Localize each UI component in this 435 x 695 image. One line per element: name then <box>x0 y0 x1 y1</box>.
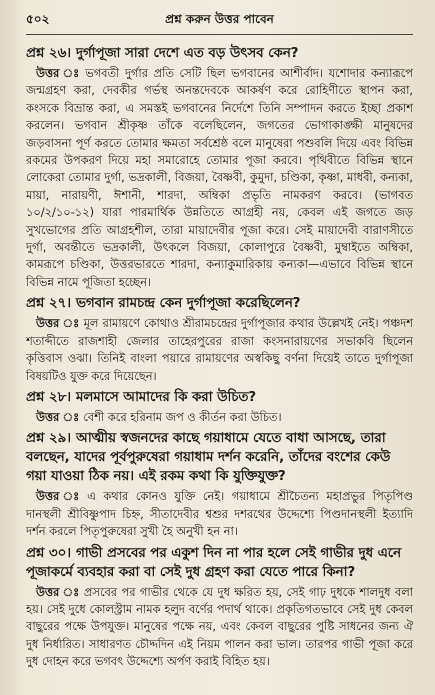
question <box>26 388 413 407</box>
question-text: গাভী প্রসবের পর একুশ দিন না পার হলে সেই গাভীর দুধ এনে পূজাকর্মে ব্যবহার করা বা সেই দুধ গ্রহণ করা যেতে পারে কিনা? <box>26 545 402 580</box>
question <box>26 429 413 486</box>
answer <box>26 65 413 291</box>
answer-label: উত্তর ঃ <box>36 66 82 80</box>
answer-text: মূল রামায়ণে কোথাও শ্রীরামচন্দ্রের দুর্গাপূজার কথার উল্লেখই নেই। পঞ্চদশ শতাব্দীতে রাজশাহী জেলার তাহেরপুরের রাজা কংসনারায়ণের সভাকবি ছিলেন কৃত্তিবাস ওঝা। তিনিই বাংলা পয়ারে রামায়ণের অস্বকিছু বর্ণনা দিয়েই তাতে দুর্গাপূজা বিষয়টিও যুক্ত করে দিয়েছেন। <box>26 316 413 383</box>
qa-block-28 <box>26 388 413 426</box>
question-text: ভগবান রামচন্দ্র কেন দুর্গাপূজা করেছিলেন? <box>75 296 301 312</box>
question-label: প্রশ্ন ২৯। <box>26 431 71 447</box>
answer-text: বেশী করে হরিনাম জপ ও কীর্তন করা উচিত। <box>83 409 282 424</box>
answer <box>26 488 413 540</box>
question-label: প্রশ্ন ২৬। <box>26 46 71 61</box>
header-rule <box>26 34 413 35</box>
question <box>26 294 413 313</box>
answer <box>26 409 413 426</box>
question-text: আত্মীয় স্বজনদের কাছে গয়াধামে যেতে বাধা আসছে, তারা বলছেন, যাদের পূর্বপুরুষেরা গয়াধাম দর্শন করেনি, তাঁদের বংশের কেউ গয়া যাওয়া ঠিক নয়। এই রকম কথা কি যুক্তিযুক্ত? <box>26 431 391 485</box>
question-text: দুর্গাপূজা সারা দেশে এত বড় উৎসব কেন? <box>75 46 299 61</box>
question-text: মলমাসে আমাদের কি করা উচিত? <box>75 389 257 405</box>
answer-text: এ কথার কোনও যুক্তি নেই। গয়াধামে শ্রীচৈতন্য মহাপ্রভুর পিতৃপিণ্ড দানস্থলী শ্রীবিষ্ণুপাদ চিহ্ন, সীতাদেবীর শ্বশুর দশরথের উদ্দেশ্যে পিণ্ডদানস্থলী ইত্যাদি দর্শন করলে পিতৃপুরুষেরা সুখী হৈ অনুখী হন না। <box>26 489 413 539</box>
running-title: প্রশ্ন করুন উত্তর পাবেন <box>165 12 274 26</box>
question-label: প্রশ্ন ৩০। <box>26 545 71 561</box>
qa-block-30 <box>26 544 413 671</box>
answer-label: উত্তর ঃ <box>36 584 80 599</box>
page-number: ৫০২ <box>26 12 50 26</box>
answer-text: প্রসবের পর গাভীর থেকে যে দুধ ক্ষরিত হয়, সেই গাঢ় দুধকে শালদুধ বলা হয়। সেই দুধে কোলস্ট্রাম নামক হলুদ বর্ণের পদার্থ থাকে। প্রকৃতিগতভাবে সেই দুধ কেবল বাছুরের পক্ষে উপযুক্ত। মানুষের পক্ষে নয়, এবং কেবল বাছুরের পুষ্টি সাধনের জন্য ঐ দুধ নির্ধারিত। সাধারণত চৌদ্দদিন এই নিয়ম পালন করা ভাল। তারপর গাভী পূজা করে দুধ দোহন করে ভগবৎ উদ্দেশ্যে অর্পণ করাই বিহিত হয়। <box>26 584 413 669</box>
question <box>26 44 413 63</box>
question-label: প্রশ্ন ২৭। <box>26 296 71 312</box>
answer <box>26 315 413 385</box>
qa-block-29 <box>26 429 413 540</box>
qa-block-27 <box>26 294 413 385</box>
qa-block-26 <box>26 44 413 291</box>
answer <box>26 584 413 671</box>
question <box>26 544 413 582</box>
page-header <box>26 10 413 32</box>
question-label: প্রশ্ন ২৮। <box>26 389 71 405</box>
answer-text: ভগবতী দুর্গার প্রতি সেটি ছিল ভগবানের আশীর্বাদ। যশোদার কন্যারূপে জন্মগ্রহণ করা, দেবকীর গর্ভস্থ অনন্তদেবকে আকর্ষণ করে রোহিণীতে স্থাপন করা, কংসকে বিভ্রান্ত করা, এ সমস্তই ভগবানের নির্দেশে তিনি সম্পাদন করতে ইচ্ছা প্রকাশ করলেন। ভগবান শ্রীকৃষ্ণ তাঁকে বলেছিলেন, জগতের ভোগাকাঙ্ক্ষী মানুষদের জড়বাসনা পূর্ণ করতে তোমার ক্ষমতা সর্বশ্রেষ্ঠ বলে মানুষেরা পশুবলি দিয়ে এবং বিভিন্ন রকমের উপকরণ দিয়ে মহা সমারোহে তোমার পূজা করবে। পৃথিবীতে বিভিন্ন স্থানে লোকেরা তোমার দুর্গা, ভদ্রকালী, বিজয়া, বৈষ্ণবী, কুমুদা, চণ্ডিকা, কৃষ্ণা, মাধবী, কন্যকা, মায়া, নারায়ণী, ঈশানী, শারদা, অম্বিকা প্রভৃতি নামকরণ করবে। (ভাগবত ১০/২/১০-১২) যারা পারমার্থিক উন্নতিতে আগ্রহী নয়, কেবল এই জগতে জড় সুখভোগের প্রতি আগ্রহশীল, তারা মায়াদেবীর পূজা করে। সেই মায়াদেবী বারাণসীতে দুর্গা, অবন্তীতে ভদ্রকালী, উৎকলে বিজয়া, কোলাপুরে বৈষ্ণবী, মুম্বাইতে অম্বিকা, কামরূপে চণ্ডিকা, উত্তরভারতে শারদা, কন্যাকুমারিকায় কন্যকা—এভাবে বিভিন্ন স্থানে বিভিন্ন নামে পূজিতা হচ্ছেন। <box>26 66 413 289</box>
answer-label: উত্তর ঃ <box>36 316 80 331</box>
answer-label: উত্তর ঃ <box>36 409 80 424</box>
answer-label: উত্তর ঃ <box>36 489 84 504</box>
